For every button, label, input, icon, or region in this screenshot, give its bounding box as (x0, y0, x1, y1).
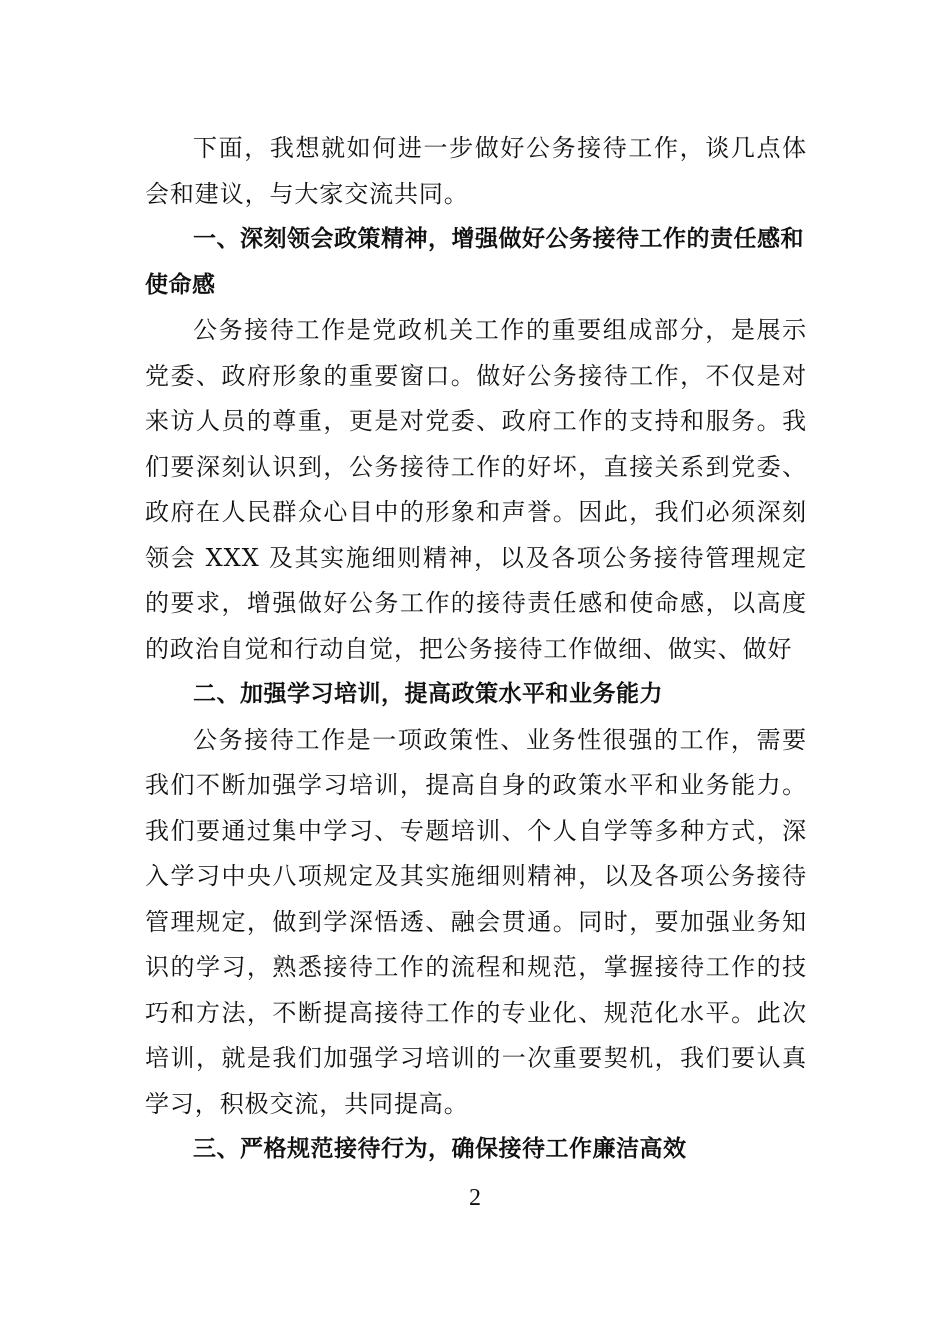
section-heading-1: 一、深刻领会政策精神，增强做好公务接待工作的责任感和使命感 (145, 226, 804, 298)
document-body (145, 126, 807, 1173)
section-1-paragraph: 公务接待工作是党政机关工作的重要组成部分，是展示党委、政府形象的重要窗口。做好公务接待工作，不仅是对来访人员的尊重，更是对党委、政府工作的支持和服务。我们要深刻认识到，公务接待工作的好坏，直接关系到党委、政府在人民群众心目中的形象和声誉。因此，我们必须深刻领会 XXX 及其实施细则精神，以及各项公务接待管理规定的要求，增强做好公务工作的接待责任感和使命感，以高度的政治自觉和行动自觉，把公务接待工作做细、做实、做好 (145, 316, 807, 663)
section-2-paragraph: 公务接待工作是一项政策性、业务性很强的工作，需要我们不断加强学习培训，提高自身的政策水平和业务能力。我们要通过集中学习、专题培训、个人自学等多种方式，深入学习中央八项规定及其实施细则精神，以及各项公务接待管理规定，做到学深悟透、融会贯通。同时，要加强业务知识的学习，熟悉接待工作的流程和规范，掌握接待工作的技巧和方法，不断提高接待工作的专业化、规范化水平。此次培训，就是我们加强学习培训的一次重要契机，我们要认真学习，积极交流，共同提高。 (145, 725, 807, 1118)
section-heading-2: 二、加强学习培训，提高政策水平和业务能力 (193, 681, 663, 707)
intro-paragraph: 下面，我想就如何进一步做好公务接待工作，谈几点体会和建议，与大家交流共同。 (145, 134, 807, 208)
page-number: 2 (469, 1185, 481, 1211)
section-heading-3: 三、严格规范接待行为，确保接待工作廉洁高效 (193, 1136, 687, 1162)
